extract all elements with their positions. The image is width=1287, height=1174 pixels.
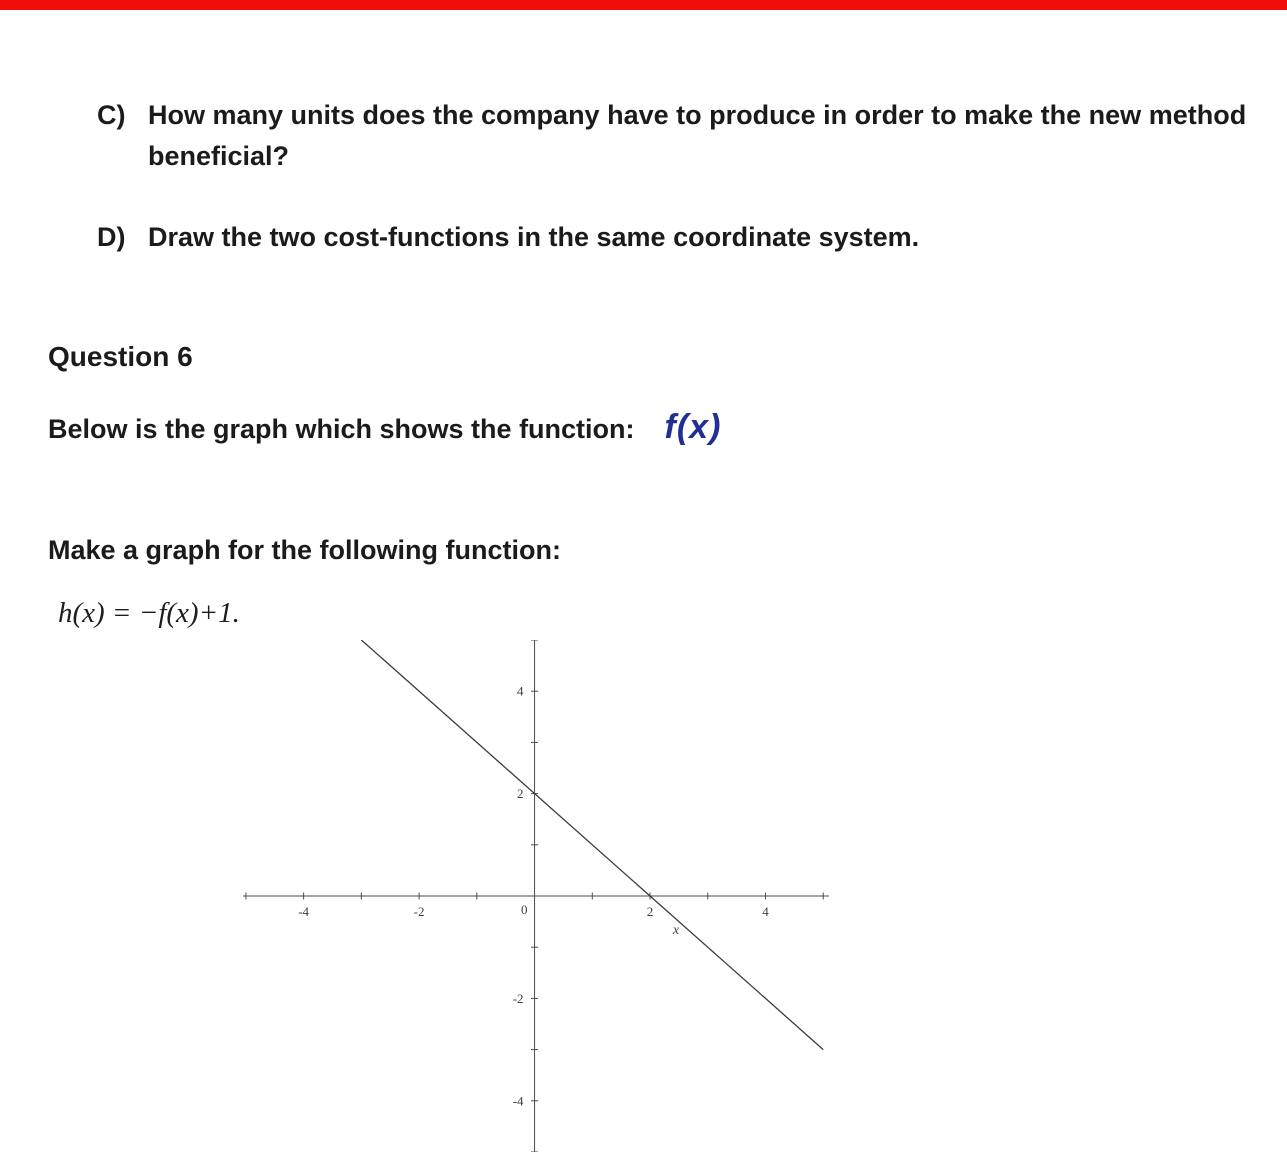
function-plot-svg xyxy=(243,640,829,1152)
svg-text:2: 2 xyxy=(517,786,524,802)
graph-instruction: Make a graph for the following function: xyxy=(48,535,561,565)
top-red-bar xyxy=(0,0,1287,10)
item-d-label: D) xyxy=(97,222,126,252)
svg-text:-2: -2 xyxy=(512,990,524,1006)
item-d-text: Draw the two cost-functions in the same coordinate system. xyxy=(148,222,920,252)
item-c-text: How many units does the company have to produce in order to make the new method beneficial? xyxy=(148,100,1247,171)
svg-text:0: 0 xyxy=(521,902,528,917)
question6-heading: Question 6 xyxy=(48,341,193,372)
svg-text:-4: -4 xyxy=(298,904,310,919)
item-c-label: C) xyxy=(97,100,126,130)
svg-text:-4: -4 xyxy=(512,1093,524,1109)
svg-text:4: 4 xyxy=(517,683,524,699)
svg-text:2: 2 xyxy=(646,904,654,919)
function-name: f(x) xyxy=(664,408,722,446)
svg-text:4: 4 xyxy=(762,904,769,919)
question-item-c xyxy=(97,95,1263,177)
intro-text: Below is the graph which shows the function: xyxy=(48,414,635,444)
svg-text:x: x xyxy=(672,923,680,938)
svg-text:-2: -2 xyxy=(413,904,425,919)
question-item-d xyxy=(97,217,1263,258)
function-formula: h(x) = −f(x)+1. xyxy=(58,597,240,629)
graph-intro-line xyxy=(48,408,721,447)
